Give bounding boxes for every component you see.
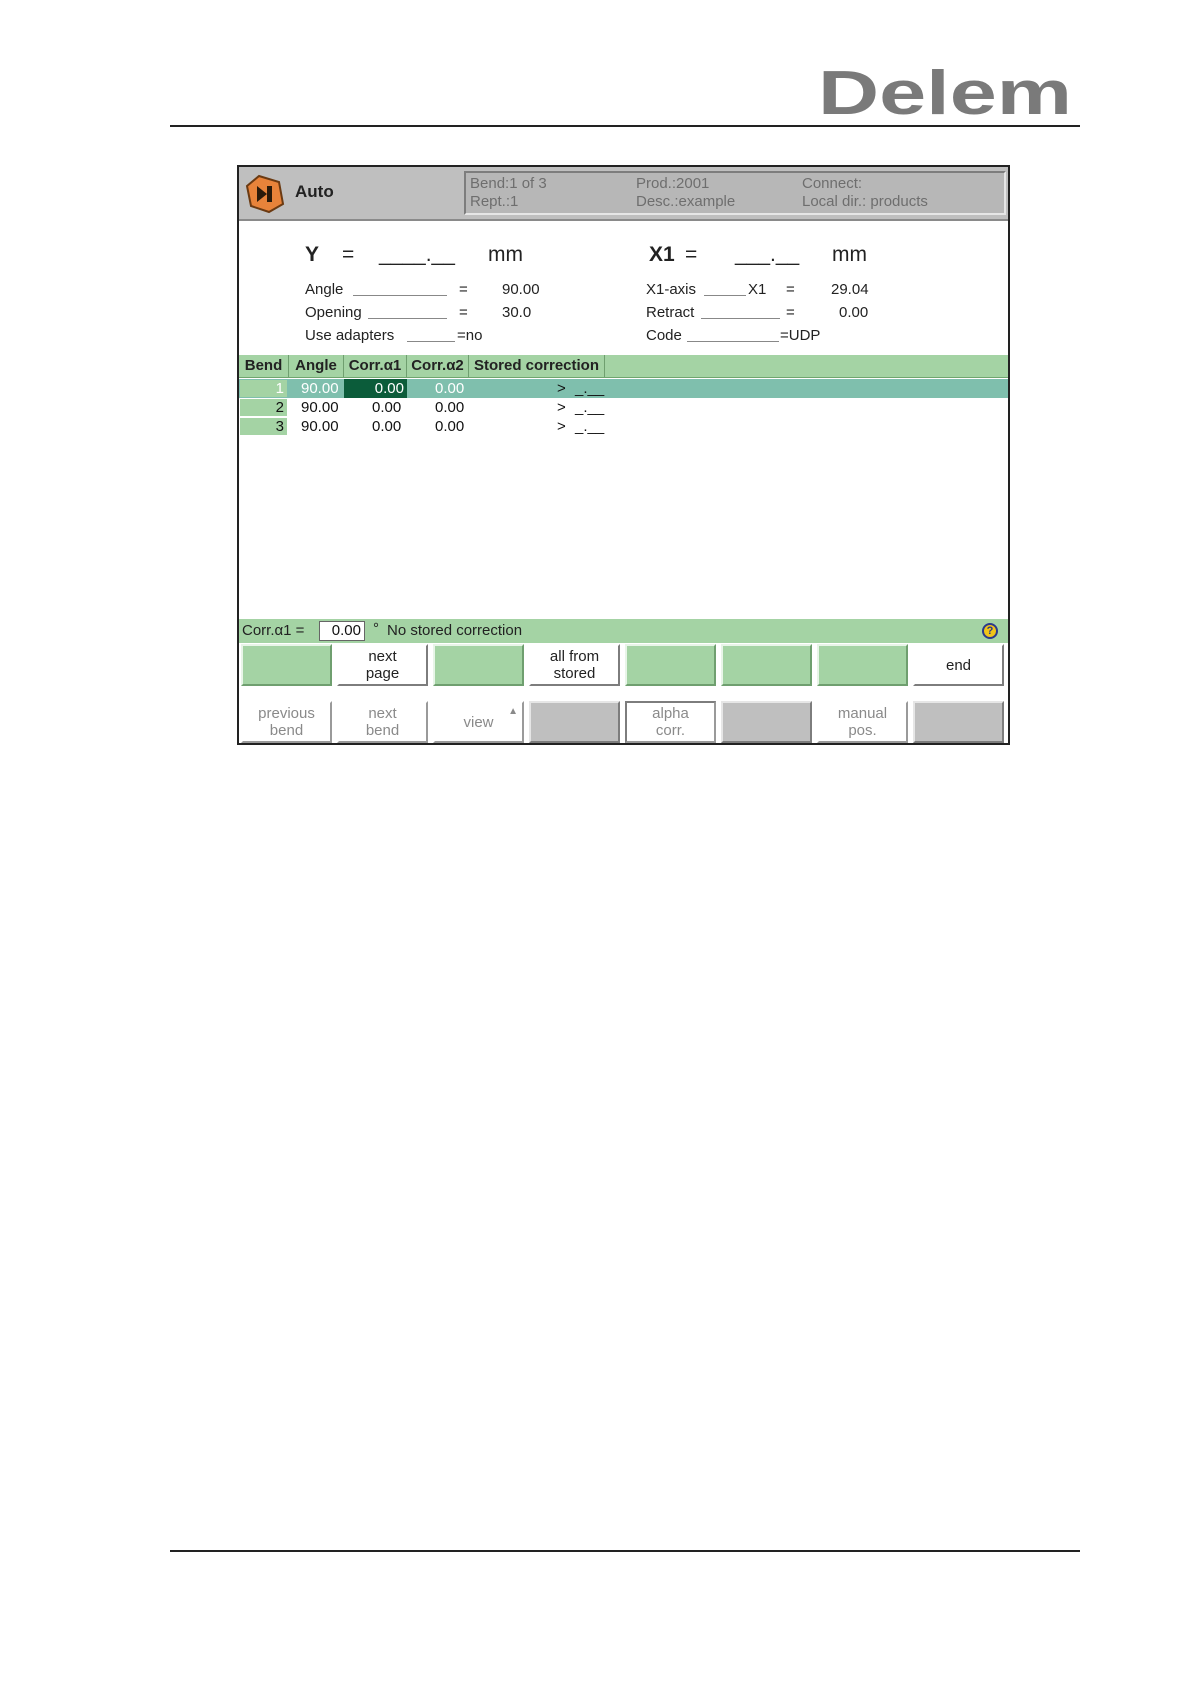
leader-dots: [687, 341, 779, 342]
table-row[interactable]: [239, 379, 1008, 398]
softkey-top-1[interactable]: [241, 644, 332, 686]
param-opening-eq: =: [459, 304, 468, 321]
col-header-bend[interactable]: Bend: [239, 355, 289, 377]
stored-arrow: >: [557, 380, 566, 397]
previous-bend-label: previous bend: [258, 705, 315, 739]
table-row[interactable]: [239, 398, 1008, 417]
col-header-corr1[interactable]: Corr.α1: [344, 355, 407, 377]
leader-dots: [368, 318, 447, 319]
manual-pos-label: manual pos.: [837, 705, 888, 739]
mode-title: Auto: [295, 182, 334, 201]
table-row[interactable]: [239, 417, 1008, 436]
auto-mode-icon: [245, 174, 285, 214]
bend-counter: Bend:1 of 3: [470, 175, 547, 192]
connect-status: Connect:: [802, 175, 863, 192]
corr1-cell[interactable]: 0.00: [372, 418, 402, 435]
leader-dots: [704, 295, 746, 296]
param-x1axis-sub: X1: [748, 281, 767, 298]
param-angle-eq: =: [459, 281, 468, 298]
corr2-cell[interactable]: 0.00: [435, 418, 465, 435]
param-retract-label: Retract: [646, 304, 695, 321]
softkey-bottom-4[interactable]: [529, 701, 620, 743]
angle-cell[interactable]: 90.00: [301, 399, 339, 416]
param-opening-value: 30.0: [502, 304, 532, 321]
softkey-row-bottom: [239, 701, 1008, 745]
x1-axis-label: X1: [649, 243, 675, 266]
param-angle-value: 90.00: [502, 281, 540, 298]
correction-label: Corr.α1 =: [242, 622, 305, 639]
view-label: view: [463, 713, 494, 731]
bend-number: 3: [240, 418, 287, 435]
manual-pos-button[interactable]: [817, 701, 908, 743]
softkey-top-7[interactable]: [817, 644, 908, 686]
param-opening-label: Opening: [305, 304, 362, 321]
all-from-stored-label: all from stored: [549, 648, 600, 682]
next-page-label: next page: [365, 648, 400, 682]
header-bar: [239, 167, 1008, 221]
y-unit: mm: [488, 243, 523, 266]
y-axis-label: Y: [305, 243, 320, 266]
col-header-stored-correction[interactable]: Stored correction: [469, 355, 605, 377]
next-bend-label: next bend: [365, 705, 400, 739]
softkey-bottom-8[interactable]: [913, 701, 1004, 743]
axis-status-panel: [239, 221, 1008, 355]
corr1-cell[interactable]: 0.00: [372, 399, 402, 416]
param-adapters-label: Use adapters: [305, 327, 395, 344]
product-info-box: [464, 171, 1006, 215]
x1-axis-value: ___.__: [735, 243, 800, 266]
x1-equals: =: [685, 243, 698, 266]
y-equals: =: [342, 243, 355, 266]
product-id: Prod.:2001: [636, 175, 710, 192]
param-code-eq: =UDP: [780, 327, 821, 344]
end-button[interactable]: [913, 644, 1004, 686]
end-label: end: [945, 656, 972, 674]
col-header-angle[interactable]: Angle: [289, 355, 344, 377]
product-description: Desc.:example: [636, 193, 736, 210]
local-directory: Local dir.: products: [802, 193, 928, 210]
caret-up-icon: ▲: [508, 706, 518, 717]
bottom-rule: [170, 1550, 1080, 1552]
stored-correction-cell: _.__: [575, 380, 605, 397]
softkey-row-top: [239, 644, 1008, 688]
angle-cell[interactable]: 90.00: [301, 380, 339, 397]
softkey-top-3[interactable]: [433, 644, 524, 686]
col-header-corr2[interactable]: Corr.α2: [407, 355, 469, 377]
previous-bend-button[interactable]: [241, 701, 332, 743]
param-angle-label: Angle: [305, 281, 344, 298]
param-x1axis-value: 29.04: [831, 281, 869, 298]
bend-table-header: [239, 355, 1008, 378]
help-icon[interactable]: ?: [982, 623, 998, 639]
all-from-stored-button[interactable]: [529, 644, 620, 686]
control-screen: [237, 165, 1010, 745]
x1-unit: mm: [832, 243, 867, 266]
next-bend-button[interactable]: [337, 701, 428, 743]
stored-arrow: >: [557, 418, 566, 435]
param-adapters-eq: =no: [457, 327, 483, 344]
corr1-cell-selected[interactable]: 0.00: [344, 379, 407, 398]
repeat-counter: Rept.:1: [470, 193, 519, 210]
view-button[interactable]: [433, 701, 524, 743]
param-retract-eq: =: [786, 304, 795, 321]
stored-correction-cell: _.__: [575, 399, 605, 416]
param-retract-value: 0.00: [839, 304, 869, 321]
top-rule: [170, 125, 1080, 127]
degree-unit: °: [373, 620, 379, 637]
logo-text: Delem: [818, 64, 1072, 122]
bend-number: 1: [240, 380, 287, 397]
leader-dots: [701, 318, 780, 319]
leader-dots: [407, 341, 455, 342]
angle-cell[interactable]: 90.00: [301, 418, 339, 435]
leader-dots: [353, 295, 447, 296]
correction-input[interactable]: 0.00: [319, 621, 365, 641]
param-x1axis-label: X1-axis: [646, 281, 697, 298]
alpha-corr-button[interactable]: [625, 701, 716, 743]
next-page-button[interactable]: [337, 644, 428, 686]
delem-logo: [818, 64, 1074, 122]
corr2-cell[interactable]: 0.00: [435, 399, 465, 416]
bend-number: 2: [240, 399, 287, 416]
softkey-top-5[interactable]: [625, 644, 716, 686]
softkey-top-6[interactable]: [721, 644, 812, 686]
softkey-bottom-6[interactable]: [721, 701, 812, 743]
y-axis-value: ____.__: [379, 243, 455, 266]
corr2-cell[interactable]: 0.00: [435, 380, 465, 397]
stored-arrow: >: [557, 399, 566, 416]
param-code-label: Code: [646, 327, 682, 344]
correction-input-bar: [239, 619, 1008, 643]
param-x1axis-eq: =: [786, 281, 795, 298]
stored-correction-cell: _.__: [575, 418, 605, 435]
correction-message: No stored correction: [387, 622, 523, 639]
alpha-corr-label: alpha corr.: [652, 705, 689, 739]
